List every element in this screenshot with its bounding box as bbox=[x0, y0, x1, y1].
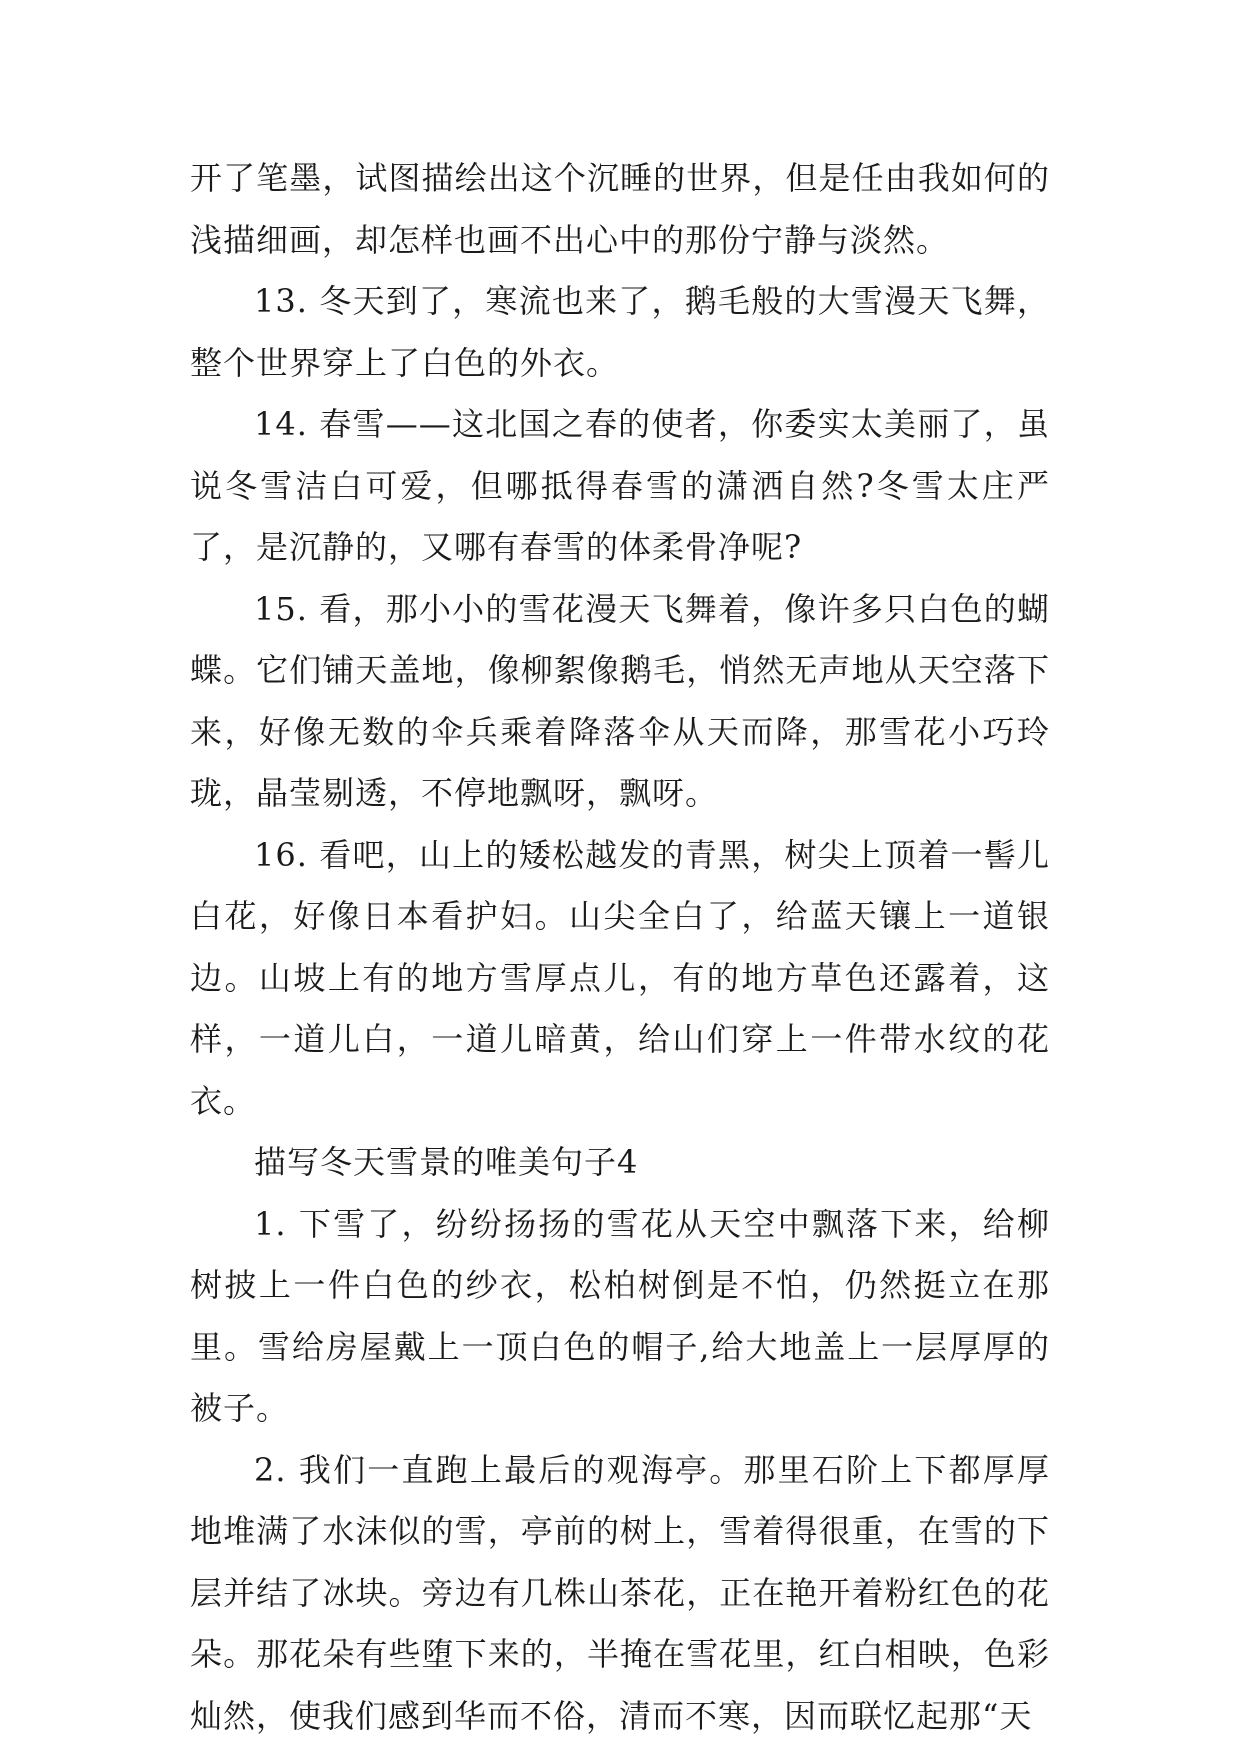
paragraph-continuation: 开了笔墨，试图描绘出这个沉睡的世界，但是任由我如何的浅描细画，却怎样也画不出心中的那份宁静与淡然。 bbox=[190, 159, 1050, 259]
document-page bbox=[190, 148, 1050, 1747]
paragraph-item-15: 15. 看，那小小的雪花漫天飞舞着，像许多只白色的蝴蝶。它们铺天盖地，像柳絮像鹅毛，悄然无声地从天空落下来，好像无数的伞兵乘着降落伞从天而降，那雪花小巧玲珑，晶莹剔透，不停地飘呀，飘呀。 bbox=[190, 589, 1050, 812]
paragraph-item-16: 16. 看吧，山上的矮松越发的青黑，树尖上顶着一髻儿白花，好像日本看护妇。山尖全白了，给蓝天镶上一道银边。山坡上有的地方雪厚点儿，有的地方草色还露着，这样，一道儿白，一道儿暗黄，给山们穿上一件带水纹的花衣。 bbox=[190, 835, 1050, 1120]
paragraph-item-1: 1. 下雪了，纷纷扬扬的雪花从天空中飘落下来，给柳树披上一件白色的纱衣，松柏树倒是不怕，仍然挺立在那里。雪给房屋戴上一顶白色的帽子,给大地盖上一层厚厚的被子。 bbox=[190, 1204, 1050, 1427]
paragraph-item-13: 13. 冬天到了，寒流也来了，鹅毛般的大雪漫天飞舞，整个世界穿上了白色的外衣。 bbox=[190, 282, 1050, 382]
section-heading: 描写冬天雪景的唯美句子4 bbox=[254, 1143, 639, 1181]
paragraph-item-14: 14. 春雪——这北国之春的使者，你委实太美丽了，虽说冬雪洁白可爱，但哪抵得春雪的潇洒自然?冬雪太庄严了，是沉静的，又哪有春雪的体柔骨净呢? bbox=[190, 405, 1050, 566]
paragraph-item-2: 2. 我们一直跑上最后的观海亭。那里石阶上下都厚厚地堆满了水沫似的雪，亭前的树上，雪着得很重，在雪的下层并结了冰块。旁边有几株山茶花，正在艳开着粉红色的花朵。那花朵有些堕下来的，半掩在雪花里，红白相映，色彩灿然，使我们感到华而不俗，清而不寒，因而联忆起那“天 bbox=[190, 1450, 1050, 1735]
